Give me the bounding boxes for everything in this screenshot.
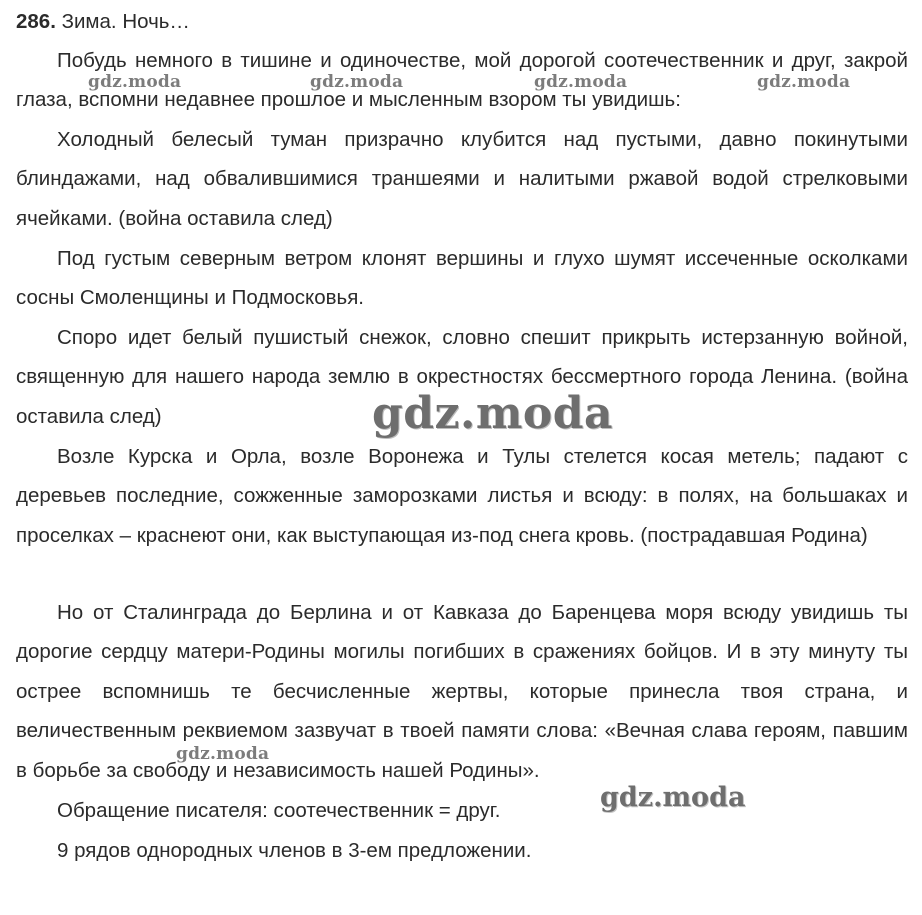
paragraph-6: Но от Сталинграда до Берлина и от Кавказа до Баренцева моря всюду увидишь ты дорогие сердцу матери-Родины могилы погибших в сражениях бойцов. И в эту минуту ты острее вспомнишь те бесчисленные жертвы, которые принесла твоя страна, и величественным реквиемом зазвучат в твоей памяти слова: «Вечная слава героям, павшим в борьбе за свободу и независимость нашей Родины». [16,601,908,782]
watermark-logo: gdz.moda [310,72,404,92]
paragraph-4: Споро идет белый пушистый снежок, словно спешит прикрыть истерзанную войной, священную для нашего народа землю в окрестностях бессмертного города Ленина. (война оставила след) [16,326,908,428]
paragraph-3: Под густым северным ветром клонят вершины и глухо шумят иссеченные осколками сосны Смоленщины и Подмосковья. [16,247,908,310]
exercise-heading [16,10,190,34]
paragraph-7: Обращение писателя: соотечественник = друг. [57,799,501,822]
watermark-logo: gdz.moda [600,782,746,813]
exercise-number: 286. [16,10,56,33]
paragraph-8: 9 рядов однородных членов в 3-ем предложении. [57,839,532,862]
watermark-logo: gdz.moda [372,388,614,439]
paragraph-1: Побудь немного в тишине и одиночестве, мой дорогой соотечественник и друг, закрой глаза, вспомни недавнее прошлое и мысленным взором ты увидишь: [16,49,908,112]
paragraph-5: Возле Курска и Орла, возле Воронежа и Тулы стелется косая метель; падают с деревьев последние, сожженные заморозками листья и всюду: в полях, на большаках и проселках – краснеют они, как выступающая из-под снега кровь. (пострадавшая Родина) [16,445,908,547]
watermark-logo: gdz.moda [88,72,182,92]
watermark-logo: gdz.moda [534,72,628,92]
exercise-title: Зима. Ночь… [55,10,190,33]
watermark-logo: gdz.moda [176,744,270,764]
watermark-logo: gdz.moda [757,72,851,92]
paragraph-2: Холодный белесый туман призрачно клубится над пустыми, давно покинутыми блиндажами, над обвалившимися траншеями и налитыми ржавой водой стрелковыми ячейками. (война оставила след) [16,128,908,230]
